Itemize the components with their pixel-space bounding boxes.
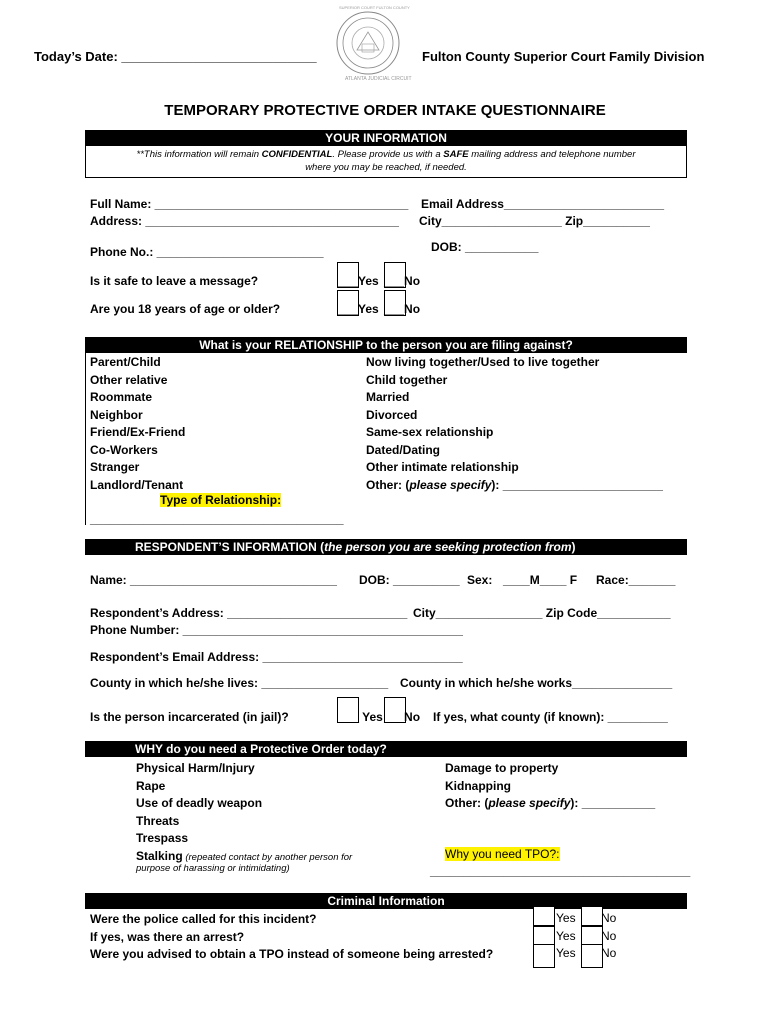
sex-field[interactable]: ____M____ F bbox=[503, 573, 578, 587]
respondent-name-field[interactable]: Name: _______________________________ bbox=[90, 573, 337, 587]
arrest-no-checkbox[interactable] bbox=[581, 926, 603, 946]
relationship-option[interactable]: Other relative bbox=[90, 372, 168, 387]
relationship-option[interactable]: Same-sex relationship bbox=[366, 425, 494, 439]
no-label: ___No bbox=[384, 302, 421, 316]
address-field[interactable]: Address: ______________________________________ bbox=[90, 214, 399, 228]
city-zip-field[interactable]: City__________________ Zip__________ bbox=[419, 214, 650, 228]
no-label: ___No bbox=[384, 274, 421, 288]
reason-option[interactable]: Damage to property bbox=[445, 761, 559, 775]
respondent-email-field[interactable]: Respondent’s Email Address: ______________________________ bbox=[90, 650, 463, 664]
form-title: TEMPORARY PROTECTIVE ORDER INTAKE QUESTIONNAIRE bbox=[164, 102, 606, 119]
confidential-note-line2: where you may be reached, if needed. bbox=[305, 162, 467, 173]
respondent-address-field[interactable]: Respondent’s Address: ___________________________ bbox=[90, 606, 408, 620]
reason-option[interactable]: Use of deadly weapon bbox=[136, 796, 263, 810]
criminal-question: If yes, was there an arrest? bbox=[90, 929, 245, 944]
relationship-option[interactable]: Parent/Child bbox=[90, 355, 161, 369]
relationship-option[interactable]: Now living together/Used to live together bbox=[366, 355, 600, 369]
dob-field[interactable]: DOB: ___________ bbox=[431, 240, 539, 254]
relationship-option[interactable]: Dated/Dating bbox=[366, 442, 441, 457]
county-lives-field[interactable]: County in which he/she lives: ___________________ bbox=[90, 676, 389, 690]
seal-caption: ATLANTA JUDICIAL CIRCUIT bbox=[345, 76, 412, 82]
criminal-questions bbox=[90, 911, 493, 964]
reason-option[interactable]: Trespass bbox=[136, 831, 189, 845]
no-label: ___No bbox=[384, 710, 421, 724]
reason-option[interactable]: Threats bbox=[136, 813, 180, 828]
type-of-relationship-label: Type of Relationship: bbox=[160, 493, 282, 507]
why-tpo-label: Why you need TPO?: bbox=[445, 847, 560, 861]
court-seal-icon bbox=[335, 10, 401, 76]
respondent-dob-field[interactable]: DOB: __________ bbox=[359, 573, 460, 587]
arrest-yes-checkbox[interactable] bbox=[533, 926, 555, 946]
relationship-other-field[interactable]: Other: (please specify): ________________________ bbox=[366, 477, 663, 492]
relationship-option[interactable]: Other intimate relationship bbox=[366, 460, 519, 474]
reason-option[interactable]: Kidnapping bbox=[445, 778, 511, 793]
stalking-note-line2: purpose of harassing or intimidating) bbox=[136, 863, 290, 874]
relationship-option[interactable]: Roommate bbox=[90, 390, 153, 404]
yes-label: Yes bbox=[556, 929, 576, 943]
yes-label: Yes bbox=[556, 911, 576, 925]
criminal-bar: Criminal Information bbox=[85, 893, 687, 909]
yes-label: ___Yes bbox=[338, 274, 379, 288]
police-called-no-checkbox[interactable] bbox=[581, 906, 603, 926]
advised-tpo-no-checkbox[interactable] bbox=[581, 944, 603, 968]
relationship-option[interactable]: Stranger bbox=[90, 460, 140, 474]
relationship-option[interactable]: Co-Workers bbox=[90, 442, 158, 457]
relationship-option[interactable]: Friend/Ex-Friend bbox=[90, 425, 186, 439]
relationship-bar: What is your RELATIONSHIP to the person you are filing against? bbox=[85, 337, 687, 353]
why-bar: WHY do you need a Protective Order today? bbox=[85, 741, 687, 757]
advised-tpo-yes-checkbox[interactable] bbox=[533, 944, 555, 968]
todays-date-field[interactable]: Today’s Date: ___________________________ bbox=[34, 49, 317, 64]
criminal-question: Were you advised to obtain a TPO instead of someone being arrested? bbox=[90, 947, 494, 961]
reason-other-field[interactable]: Other: (please specify): ___________ bbox=[445, 796, 656, 810]
jail-county-field[interactable]: If yes, what county (if known): _________ bbox=[433, 710, 668, 724]
relationship-option[interactable]: Married bbox=[366, 390, 410, 404]
no-label: No bbox=[601, 929, 617, 943]
criminal-question: Were the police called for this incident? bbox=[90, 912, 317, 926]
race-field[interactable]: Race:_______ bbox=[596, 573, 676, 587]
safe-message-question: Is it safe to leave a message? bbox=[90, 274, 259, 288]
why-right-list bbox=[445, 760, 655, 813]
your-information-bar: YOUR INFORMATION bbox=[85, 130, 687, 146]
respondent-city-zip-field[interactable]: City________________ Zip Code___________ bbox=[413, 606, 671, 620]
age-question: Are you 18 years of age or older? bbox=[90, 302, 281, 316]
email-field[interactable]: Email Address________________________ bbox=[421, 197, 665, 211]
relationship-option[interactable]: Child together bbox=[366, 372, 448, 387]
relationship-option[interactable]: Neighbor bbox=[90, 407, 143, 422]
phone-field[interactable]: Phone No.: _________________________ bbox=[90, 245, 324, 259]
type-of-relationship-line[interactable]: ______________________________________ bbox=[90, 512, 344, 526]
reason-option[interactable]: Rape bbox=[136, 778, 166, 793]
police-called-yes-checkbox[interactable] bbox=[533, 906, 555, 926]
why-left-list bbox=[136, 760, 352, 866]
yes-label: ___ Yes bbox=[339, 710, 383, 724]
yes-label: ___Yes bbox=[338, 302, 379, 316]
relationship-option[interactable]: Divorced bbox=[366, 407, 418, 422]
yes-label: Yes bbox=[556, 946, 576, 960]
why-tpo-line[interactable]: _______________________________________ bbox=[430, 864, 691, 878]
full-name-field[interactable]: Full Name: ______________________________________ bbox=[90, 197, 409, 211]
respondent-phone-field[interactable]: Phone Number: __________________________________________ bbox=[90, 623, 463, 637]
no-label: No bbox=[601, 946, 617, 960]
incarcerated-question: Is the person incarcerated (in jail)? bbox=[90, 710, 289, 724]
reason-option[interactable]: Stalking (repeated contact by another person for bbox=[136, 848, 353, 863]
reason-option[interactable]: Physical Harm/Injury bbox=[136, 761, 255, 775]
relationship-option[interactable]: Landlord/Tenant bbox=[90, 477, 184, 492]
county-works-field[interactable]: County in which he/she works_______________ bbox=[400, 676, 673, 690]
no-label: No bbox=[601, 911, 617, 925]
seal-text: SUPERIOR COURT FULTON COUNTY bbox=[339, 5, 410, 10]
relationship-right-list bbox=[366, 354, 663, 494]
relationship-left-list bbox=[90, 354, 185, 494]
sex-label: Sex: bbox=[467, 573, 493, 587]
respondent-bar: RESPONDENT’S INFORMATION (the person you are seeking protection from) bbox=[85, 539, 687, 555]
confidential-note: **This information will remain CONFIDENTIAL. Please provide us with a SAFE mailing address and telephone number bbox=[136, 149, 636, 160]
court-name: Fulton County Superior Court Family Division bbox=[422, 49, 705, 64]
